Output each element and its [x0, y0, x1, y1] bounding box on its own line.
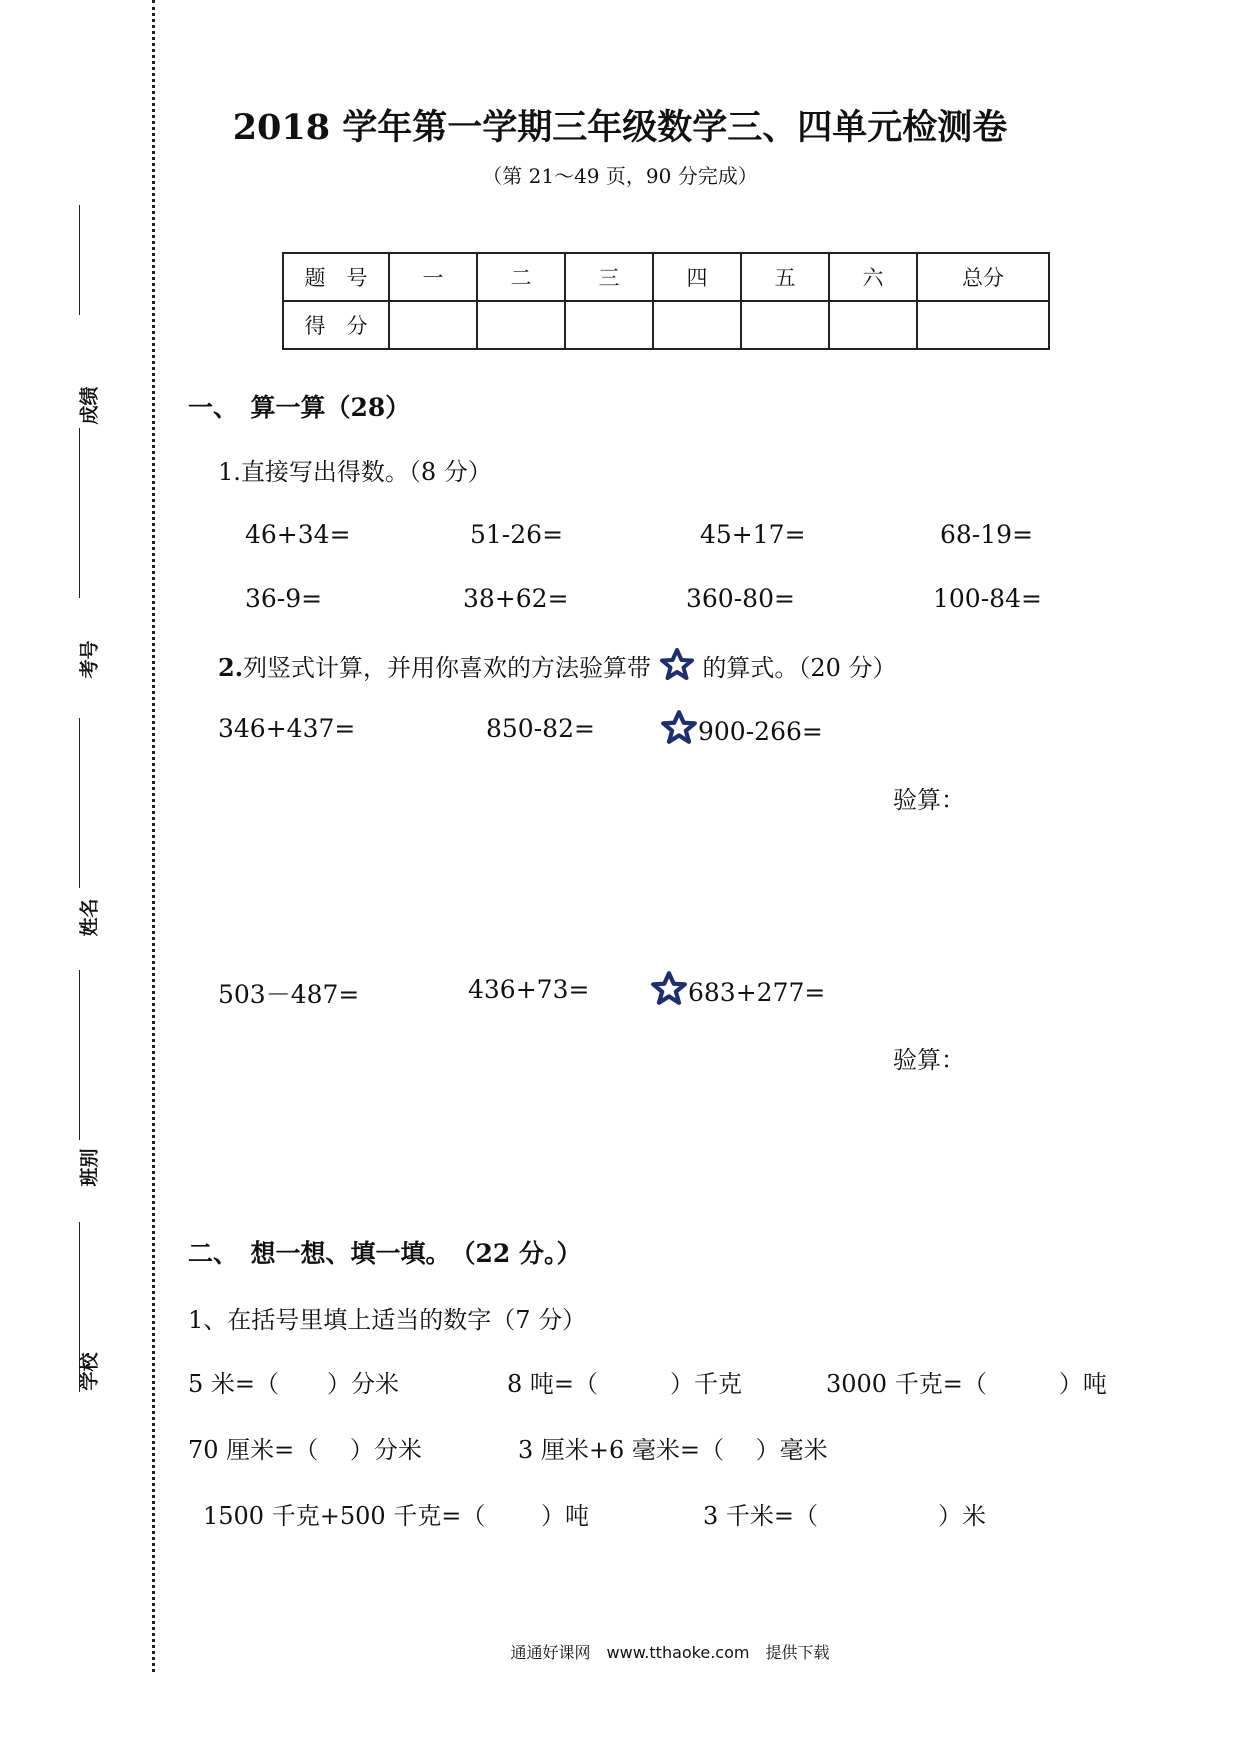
- score-input-cell[interactable]: [917, 301, 1049, 349]
- fill-blank-item: 3 千米=（ ）米: [703, 1502, 987, 1530]
- score-table-cell: 题 号: [283, 253, 389, 301]
- equation: 46+34=: [245, 520, 351, 549]
- margin-label-class: 班别: [78, 1148, 101, 1187]
- score-input-cell[interactable]: [829, 301, 917, 349]
- fill-blank-item: 70 厘米=（ ）分米: [188, 1436, 422, 1464]
- section1-q1-title: 1.直接写出得数。（8 分）: [218, 458, 492, 486]
- score-input-cell[interactable]: [477, 301, 565, 349]
- section1-title: 一、 算一算（28）: [188, 393, 411, 422]
- equation: 850-82=: [486, 714, 595, 743]
- margin-label-school: 学校: [78, 1352, 101, 1391]
- score-input-cell[interactable]: [653, 301, 741, 349]
- score-fill-line: [79, 205, 80, 315]
- name-fill-line: [79, 718, 80, 888]
- exam-number-fill-line: [79, 428, 80, 598]
- equation: 51-26=: [470, 520, 564, 549]
- footer-credit: 通通好课网 www.tthaoke.com 提供下载: [510, 1643, 830, 1662]
- equation: 100-84=: [933, 584, 1042, 613]
- score-table-cell: 三: [565, 253, 653, 301]
- equation: 346+437=: [218, 714, 356, 743]
- score-table-cell: 六: [829, 253, 917, 301]
- score-table-score-row: [283, 301, 1049, 349]
- equation: 503－487=: [218, 980, 360, 1009]
- equation: 38+62=: [463, 584, 569, 613]
- score-input-cell[interactable]: [389, 301, 477, 349]
- starred-equation: [650, 971, 825, 1011]
- score-table: [282, 252, 1050, 350]
- score-table-cell: 得 分: [283, 301, 389, 349]
- score-table-cell: 五: [741, 253, 829, 301]
- score-table-cell: 四: [653, 253, 741, 301]
- equation: 436+73=: [468, 975, 590, 1004]
- score-input-cell[interactable]: [565, 301, 653, 349]
- equation: 900-266=: [698, 717, 823, 746]
- fill-blank-item: 3 厘米+6 毫米=（ ）毫米: [518, 1436, 828, 1464]
- starred-equation: [660, 710, 823, 750]
- q2-number: 2.: [218, 653, 244, 682]
- equation: 360-80=: [686, 584, 795, 613]
- score-table-header-row: [283, 253, 1049, 301]
- star-icon: [650, 971, 688, 1011]
- fill-blank-item: 3000 千克=（ ）吨: [826, 1370, 1107, 1398]
- page-title: 2018 学年第一学期三年级数学三、四单元检测卷: [232, 107, 1008, 148]
- margin-label-score: 成绩: [78, 386, 101, 425]
- check-label: 验算：: [893, 1046, 965, 1074]
- margin-label-exam-number: 考号: [78, 640, 101, 679]
- equation: 45+17=: [700, 520, 806, 549]
- section1-q2-title: [218, 648, 897, 686]
- binding-dotted-line: [152, 0, 155, 1672]
- section2-title: 二、 想一想、填一填。 （22 分。）: [188, 1239, 582, 1268]
- class-fill-line: [79, 970, 80, 1140]
- fill-blank-item: 5 米=（ ）分米: [188, 1370, 400, 1398]
- check-label: 验算：: [893, 786, 965, 814]
- star-icon: [659, 648, 695, 686]
- equation: 683+277=: [688, 978, 826, 1007]
- fill-blank-item: 8 吨=（ ）千克: [507, 1370, 743, 1398]
- section2-q1-title: 1、在括号里填上适当的数字（7 分）: [188, 1306, 587, 1334]
- score-table-cell: 一: [389, 253, 477, 301]
- q2-title-part-b: 的算式。（20 分）: [702, 654, 897, 682]
- score-table-cell: 总分: [917, 253, 1049, 301]
- fill-blank-item: 1500 千克+500 千克=（ ）吨: [203, 1502, 589, 1530]
- page-subtitle: （第 21～49 页，90 分完成）: [482, 164, 758, 188]
- score-input-cell[interactable]: [741, 301, 829, 349]
- score-table-cell: 二: [477, 253, 565, 301]
- equation: 68-19=: [940, 520, 1034, 549]
- margin-label-name: 姓名: [78, 898, 101, 937]
- equation: 36-9=: [245, 584, 323, 613]
- star-icon: [660, 710, 698, 750]
- q2-title-part-a: 列竖式计算，并用你喜欢的方法验算带: [243, 654, 652, 682]
